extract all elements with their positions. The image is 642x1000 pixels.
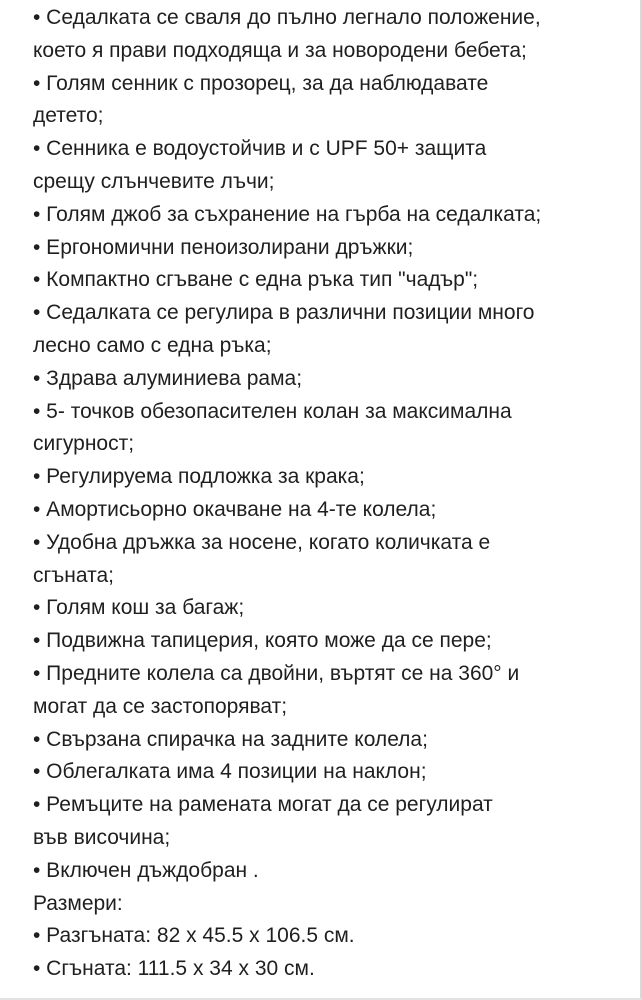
text-line: • Удобна дръжка за носене, когато количката е (33, 530, 491, 554)
text-line: • Здрава алуминиева рама; (33, 366, 303, 390)
product-features-text (33, 2, 633, 986)
text-line: • Сгъната: 111.5 x 34 x 30 см. (33, 957, 315, 981)
text-line: • Свързана спирачка на задните колела; (33, 727, 428, 751)
text-line: • Регулируема подложка за крака; (33, 465, 365, 489)
text-line: • Голям кош за багаж; (33, 596, 245, 620)
section-heading-dimensions: Размери: (33, 891, 123, 915)
text-line: могат да се застопоряват; (33, 694, 288, 718)
text-line: • Голям джоб за съхранение на гърба на седалката; (33, 202, 542, 226)
text-line: във височина; (33, 825, 171, 849)
text-line: • Компактно сгъване с една ръка тип "чадър"; (33, 268, 479, 292)
text-line: • Ремъците на рамената могат да се регулират (33, 793, 493, 817)
text-line: срещу слънчевите лъчи; (33, 169, 275, 193)
text-line: детето; (33, 104, 104, 128)
text-line: • Амортисьорно окачване на 4-те колела; (33, 497, 437, 521)
text-line: • Предните колела са двойни, въртят се на 360° и (33, 661, 520, 685)
text-line: • Облегалката има 4 позиции на наклон; (33, 760, 427, 784)
text-line: • Седалката се сваля до пълно легнало положение, (33, 6, 541, 29)
text-line: • Ергономични пеноизолирани дръжки; (33, 235, 414, 259)
text-line: • Сенника е водоустойчив и с UPF 50+ защита (33, 137, 487, 161)
text-line: • Разгъната: 82 x 45.5 x 106.5 см. (33, 924, 355, 948)
text-line: • 5- точков обезопасителен колан за максимална (33, 399, 512, 423)
text-line: лесно само с една ръка; (33, 333, 272, 357)
text-line: сгъната; (33, 563, 114, 587)
text-line: което я прави подходяща и за новородени бебета; (33, 38, 527, 62)
text-line: • Седалката се регулира в различни позиции много (33, 301, 535, 325)
text-line: • Голям сенник с прозорец, за да наблюдавате (33, 71, 489, 95)
text-line: • Включен дъждобран . (33, 858, 259, 882)
text-line: • Подвижна тапицерия, която може да се пере; (33, 629, 492, 653)
text-line: сигурност; (33, 432, 135, 456)
